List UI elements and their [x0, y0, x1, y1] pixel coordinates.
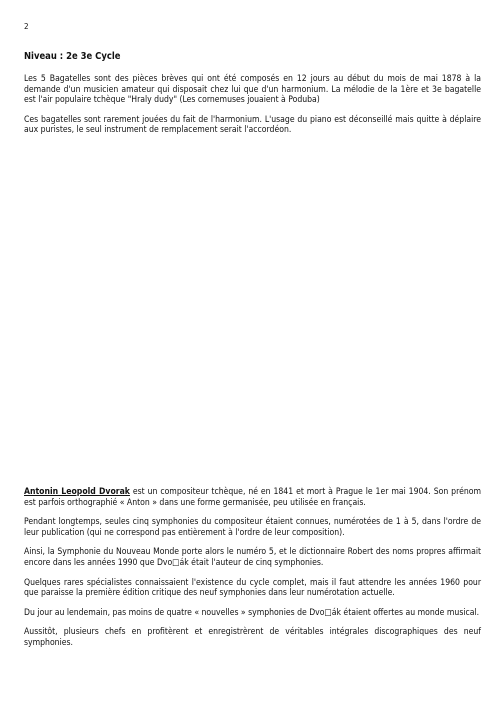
intro-section: [24, 74, 481, 136]
bio-paragraph: Quelques rares spécialistes connaissaient l'existence du cycle complet, mais il faut attendre les années 1960 pour que paraisse la première édition critique des neuf symphonies dans leur numérotation actuelle.: [24, 577, 481, 599]
intro-paragraph: Ces bagatelles sont rarement jouées du fait de l'harmonium. L'usage du piano est déconseillé mais quitte à déplaire aux puristes, le seul instrument de remplacement serait l'accordéon.: [24, 114, 481, 136]
biography-section: [24, 487, 481, 649]
bio-paragraph-text: est un compositeur tchèque, né en 1841 et mort à Prague le 1er mai 1904. Son prénom est parfois orthographié « Anton » dans une forme germanisée, peu utilisée en français.: [24, 487, 481, 508]
bio-paragraph: [24, 487, 481, 508]
level-title: Niveau : 2e 3e Cycle: [24, 51, 121, 62]
page-number: 2: [24, 22, 29, 31]
bio-paragraph: Ainsi, la Symphonie du Nouveau Monde porte alors le numéro 5, et le dictionnaire Robert des noms propres affirmait encore dans les années 1990 que Dvo□ák était l'auteur de cinq symphonies.: [24, 547, 481, 568]
bio-paragraph: Aussitôt, plusieurs chefs en profitèrent et enregistrèrent de véritables intégrales discographiques des neuf symphonies.: [24, 627, 481, 648]
intro-paragraph: Les 5 Bagatelles sont des pièces brèves qui ont été composés en 12 jours au début du mois de mai 1878 à la demande d'un musicien amateur qui disposait chez lui que d'un harmonium. La mélodie de la 1ère et 3e bagatelle est l'air populaire tchèque "Hraly dudy" (Les cornemuses jouaient à Poduba): [24, 74, 481, 106]
bio-paragraph: Pendant longtemps, seules cinq symphonies du compositeur étaient connues, numérotées de 1 à 5, dans l'ordre de leur publication (qui ne correspond pas entièrement à l'ordre de leur composition).: [24, 517, 481, 538]
bio-paragraph: Du jour au lendemain, pas moins de quatre « nouvelles » symphonies de Dvo□ák étaient offertes au monde musical.: [24, 607, 480, 618]
composer-name: Antonin Leopold Dvorak: [24, 487, 130, 497]
